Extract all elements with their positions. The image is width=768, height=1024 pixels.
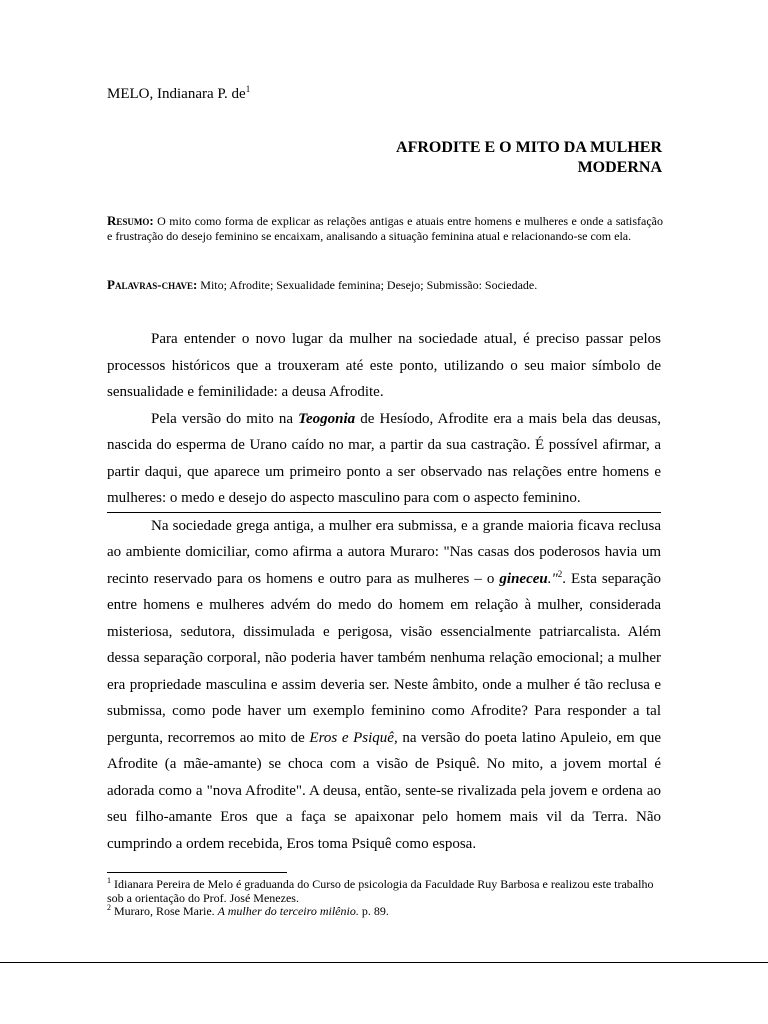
footnote-separator: [107, 872, 287, 873]
footnote-2-book-title: A mulher do terceiro milênio.: [217, 904, 359, 918]
page-bottom-border: [0, 962, 768, 963]
footnote-2-number: 2: [107, 903, 111, 912]
keywords-label: Palavras-chave:: [107, 277, 198, 292]
footnote-2-text-a: Muraro, Rose Marie.: [111, 904, 218, 918]
emphasis-gineceu: gineceu: [499, 570, 548, 587]
footnotes: [107, 878, 663, 919]
paragraph-2-text-b: de Hesíodo, Afrodite era a mais bela das deusas, nascida do esperma de Urano caído no mar, a partir da sua castração. É possível afirmar, a partir daqui, que aparece um primeiro ponto a ser observado nas relações entre homens e mulheres: o medo e desejo do aspecto masculino para com o aspecto feminino.: [107, 410, 661, 506]
author-name: MELO, Indianara P. de: [107, 86, 246, 102]
abstract-text: O mito como forma de explicar as relações antigas e atuais entre homens e mulheres e onde a satisfação e frustração do desejo feminino se encaixam, analisando a situação feminina atual e relacionando-se com ela.: [107, 214, 664, 243]
paragraph-2-text-a: Pela versão do mito na: [151, 410, 299, 427]
paragraph-3-text-b: . Esta separação entre homens e mulheres advém do medo do homem em relação à mulher, considerada misteriosa, sedutora, dissimulada e perigosa, visão essencialmente patriarcalista. Além dessa separação corporal, não poderia haver também nenhuma relação emocional; a mulher era propriedade masculina e assim deveria ser. Neste âmbito, onde a mulher é tão reclusa e submissa, como pode haver um exemplo feminino como Afrodite? Para responder a tal pergunta, recorremos ao mito de: [107, 570, 661, 746]
title-line-2: MODERNA: [577, 159, 662, 176]
emphasis-teogonia: Teogonia: [298, 410, 356, 427]
footnote-1: [107, 878, 663, 905]
quote-close: .": [547, 570, 558, 587]
footnote-1-number: 1: [107, 876, 111, 885]
paragraph-1: Para entender o novo lugar da mulher na sociedade atual, é preciso passar pelos processos históricos que a trouxeram até este ponto, utilizando o seu maior símbolo de sensualidade e feminilidade: a deusa Afrodite.: [107, 331, 661, 400]
title-line-1: AFRODITE E O MITO DA MULHER: [396, 139, 662, 156]
footnote-marker-2[interactable]: 2: [557, 568, 563, 579]
author-footnote-marker[interactable]: 1: [245, 84, 251, 94]
paragraph-3-text-c: na versão do poeta latino Apuleio, em que Afrodite (a mãe-amante) se choca com a visão de Psiquê. No mito, a jovem mortal é adorada como a "nova Afrodite". A deusa, então, sente-se rivalizada pela jovem e ordena ao seu filho-amante Eros que a faça se apaixonar pelo homem mais vil da Terra. Não cumprindo a ordem recebida, Eros toma Psiquê como esposa.: [107, 729, 661, 852]
abstract-label: Resumo:: [107, 213, 154, 228]
paragraph-3: [107, 512, 661, 858]
keywords: [107, 277, 663, 293]
author-line: [107, 86, 250, 103]
body-text: [107, 326, 661, 857]
footnote-2-text-b: p. 89.: [358, 904, 389, 918]
footnote-1-text: Idianara Pereira de Melo é graduanda do Curso de psicologia da Faculdade Ruy Barbosa e realizou este trabalho sob a orientação do Prof. José Menezes.: [107, 877, 654, 905]
keywords-text: Mito; Afrodite; Sexualidade feminina; Desejo; Submissão: Sociedade.: [200, 278, 538, 292]
paragraph-2: [107, 406, 661, 512]
emphasis-eros-psique: Eros e Psiquê,: [309, 729, 398, 746]
abstract: [107, 213, 663, 244]
paragraph-3-text-a: Na sociedade grega antiga, a mulher era submissa, e a grande maioria ficava reclusa ao ambiente domiciliar, como afirma a autora Muraro: "Nas casas dos poderosos havia um recinto reservado para os homens e outro para as mulheres – o: [107, 517, 661, 587]
footnote-2: [107, 905, 663, 919]
document-title: [142, 138, 662, 178]
